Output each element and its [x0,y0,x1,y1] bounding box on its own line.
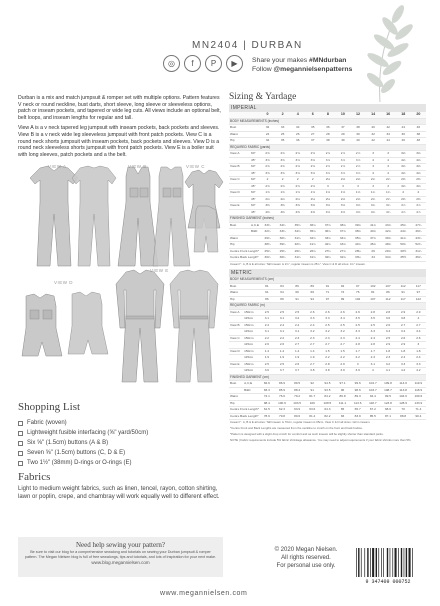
pattern-code-title: MN2404 | DURBAN [192,40,303,51]
shopping-list-item [18,418,223,428]
drop-crotch-note: *Pattern is designed with a slight drop crotch for comfort and as such inseam will be slightly shorter than standard pants. [230,431,384,436]
facebook-icon[interactable]: f [184,55,201,72]
youtube-icon[interactable]: ▶ [226,55,243,72]
technical-drawings-top [18,162,223,270]
view-a-back-drawing [72,166,116,266]
shopping-item-text: Seven ⅝" (1.5cm) buttons (C, D & E) [27,450,126,456]
shopping-list-item [18,428,223,438]
help-title: Need help sewing your pattern? [75,541,166,549]
metric-inseam-note: Inseam* : A, B & E all sizes: Tall Inseam is 70cm, regular inseam is 65cm. View C & D all sizes: 12cm inseam. [230,420,371,425]
checkbox-icon [18,441,23,446]
rights-line: All rights reserved. [281,555,331,561]
technical-drawings-bottom [18,266,223,386]
pattern-description [18,95,223,162]
copyright-block [262,546,350,570]
shopping-list-heading: Shopping List [18,401,81,413]
metric-header: METRIC [229,269,426,277]
checkbox-icon [18,431,23,436]
share-text [252,56,352,74]
personal-use-line: For personal use only. [276,563,336,569]
follow-prefix: Follow [252,66,274,73]
view-e-label: VIEW E [150,268,169,273]
view-e-front-drawing [116,270,164,382]
required-fabric-metric: REQUIRED FABRIC (m) [229,303,426,310]
blog-link[interactable]: www.blog.megannielsen.com [91,560,150,566]
view-c-back-drawing [194,206,218,252]
body-measurements-imperial: BODY MEASUREMENTS (inches) [229,118,426,125]
view-b-back-drawing [153,167,190,266]
view-b-label: VIEW B [128,164,147,169]
checkbox-icon [18,461,23,466]
shrinkage-note: NOTE | Fabric requirements include 5% fabric shrinkage allowance. You may need to adjust requirements if your fabric shrinks more than 5%. [230,437,412,442]
metric-table: BODY MEASUREMENTS (cm) Bust 81 84 86 89 91 94 97 102 107 112 117 Waist 61 64 66 69 71 74 76 81 86 91 97 Hip 86 89 91 94 97 99 102 107 112 117 122 REQUIRED FABRIC (m) View A 150cm 2.5 2.5 2.5 2.6 2.6 2.6 2.6 2.8 2.8 2.9 2.9 115cm 3.1 3.1 3.2 3.3 3.3 3.4 3.5 3.5 3.6 3.8 4 View B 150cm 2.4 2.4 2.4 2.4 2.5 2.5 2.5 2.5 2.6 2.7 2.7 115cm 3.1 3.1 3.1 3.2 3.2 3.2 3.3 3.3 3.3 3.4 3.4 View C 150cm 2.2 2.2 2.3 2.3 2.3 2.3 2.4 2.4 2.5 2.6 2.6 115cm 2.6 2.6 2.7 2.7 2.7 2.7 2.8 2.8 2.9 2.9 3 View D 150cm 1.4 1.4 1.4 1.4 1.5 1.5 1.7 1.7 1.8 1.8 1.8 115cm 1.9 1.9 1.9 1.9 2.2 2.2 2.2 2.3 2.3 2.4 2.4 View E 150cm 2.5 2.5 2.6 2.7 2.8 2.9 3 3.1 3.2 3.3 3.3 115cm 3.6 3.7 3.7 3.8 3.8 3.9 3.9 4 4.1 4.2 4.2 FINISHED GARMENT (cm) Bust A,C,E 84.6 86.9 89.5 92 94.5 97.1 99.6 104.7 109.8 114.9 119.9 B&D 83.3 85.9 88.4 91 93.5 96 98.6 103.7 108.7 113.8 118.9 Waist 74.1 76.6 79.2 81.7 84.2 86.8 89.3 94.4 99.5 104.6 109.6 Hip 98.4 100.9 103.5 106 108.5 111.1 113.6 118.7 123.8 128.9 133.9 Centre Front Length* 61.5 62.3 63.9 63.6 64.3 65 65.7 67.2 68.6 70 71.4 Centre Back Length* 78.9 79.8 80.6 81.4 82.2 83 83.9 85.5 87.1 88.8 90.4 [229,277,426,420]
body-measurements-metric: BODY MEASUREMENTS (cm) [229,277,426,283]
checkbox-icon [18,451,23,456]
instagram-icon[interactable]: ◎ [163,55,180,72]
checkbox-icon [18,421,23,426]
website-url[interactable]: www.megannielsen.com [160,590,248,597]
imperial-header: IMPERIAL [229,104,426,112]
length-note: *Centre Front and Back Lengths are measured from the neckline to crotch on the front and back bodice. [230,426,363,431]
share-line: Share your makes [252,57,310,64]
description-paragraph-2: View A is a v neck tapered leg jumpsuit with inseam pockets, back pockets and sleeves. View B is a v neck wide leg sleeveless jumpsuit with front patch pockets. View C is a round neck shorts jumpsuit with inseam pockets, back pockets and sleeves. View D is a round neck sleeveless shorts jumpsuit with front patch pockets. View E is a boiler suit with long sleeves, patch pockets and a the belt. [18,125,220,158]
leaf-illustration [320,2,425,107]
shopping-list-item [18,438,223,448]
help-text: Be sure to visit our blog for a comprehensive sewalong and tutorials on sewing your Durban jumpsuit & romper pattern. The Megan Nielsen blog is full of free sewalongs, tips and tutorials, and lots of inspiration for your next make. [24,550,217,559]
hashtag: #MNdurban [309,57,347,64]
shopping-list [18,418,223,468]
sizing-tables [229,104,426,443]
barcode [352,545,424,585]
pinterest-icon[interactable]: P [205,55,222,72]
shopping-list-item [18,458,223,468]
view-d-label: VIEW D [54,280,74,285]
finished-garment-imperial: FINISHED GARMENT (inches) [229,216,426,223]
shopping-item-text: Fabric (woven) [27,420,67,426]
shopping-item-text: Two 1½" (38mm) D-rings or O-rings (E) [27,460,132,466]
description-paragraph-1: Durban is a mix and match jumpsuit & romper set with multiple options. Pattern features V neck or round neckline, bust darts, short sleeve, long sleeve or sleeveless options, patch or inseam pockets, and tapered or wide leg cuts. All views include an optional belt, belt loops, and inseam lengths for regular and tall. [18,95,222,121]
shopping-item-text: Six ⅝" (1.5cm) buttons (A & B) [27,440,109,446]
view-b-front-drawing [118,167,158,266]
view-d-back-drawing [68,292,108,354]
help-box [18,537,223,577]
social-icons [163,55,243,72]
view-a-front-drawing [30,166,78,266]
barcode-number: 9 347409 000752 [365,579,411,585]
size-header-row: 0 2 4 6 8 10 12 14 16 18 20 [229,112,426,118]
required-fabric-imperial: REQUIRED FABRIC (yards) [229,144,426,151]
fabrics-text: Light to medium weight fabrics, such as linen, tencel, rayon, cotton shirting, lawn or poplin, crepe, and chambray will work equally well to different effect. [18,486,220,500]
imperial-table: 0 2 4 6 8 10 12 14 16 18 20 BODY MEASUREMENTS (inches) Bust 32 33 34 35 36 37 38 40 42 44 46 Waist 24 25 26 27 28 29 30 32 34 36 38 Hip 34 35 36 37 38 39 40 42 44 46 48 REQUIRED FABRIC (yards) View A 60" 2⅝ 2⅝ 2⅝ 2⅝ 2⅞ 2⅞ 2⅞ 3 3 3⅛ 3⅛ 45" 3⅝ 3⅝ 3⅝ 3⅝ 3⅞ 3⅞ 3⅞ 4 4 4⅛ 4⅛ View B 60" 2⅝ 2⅝ 2⅝ 2⅝ 2⅞ 2⅞ 2⅞ 3 3 3⅛ 3⅛ 45" 3⅝ 3⅝ 3⅝ 3⅝ 3⅞ 3⅞ 3⅞ 4 4 4⅛ 4⅛ View C 60" 2 2 2 2 2⅛ 2⅛ 2⅛ 2¼ 2¼ 2⅜ 2⅜ 45" 2⅝ 2⅝ 2⅝ 2⅝ 3 3 3 3 3 3⅛ 3⅛ View D 60" 1⅝ 1⅝ 1⅝ 1⅝ 1⅝ 1⅝ 1⅝ 1¾ 1¾ 2 2 45" 2⅛ 2⅛ 2⅛ 2⅛ 2⅛ 2⅛ 2⅛ 2¼ 2¼ 2⅜ 2⅜ View E 60" 3⅜ 3⅜ 3⅜ 3⅜ 3⅝ 3⅝ 3⅝ 3¾ 3¾ 3⅞ 3⅞ 45" 4⅜ 4⅜ 4⅜ 4⅜ 4⅝ 4⅝ 4⅝ 4¾ 4¾ 4⅞ 4⅞ FINISHED GARMENT (inches) Bust A,C,E 33¾ 34¾ 35¾ 36¾ 37¾ 38¾ 39¾ 41¾ 43¾ 45¾ 47¾ B&D 32¾ 33¾ 34¾ 35¾ 36¾ 37¾ 38¾ 40¾ 42¾ 44¾ 46¾ Waist 29¾ 30¾ 31¾ 32¾ 33¾ 34¾ 35¾ 37¾ 39¾ 41¾ 43¾ Hip 38¾ 39¾ 40¾ 41¾ 42¾ 43¾ 44¾ 46¾ 48¾ 50¾ 52¾ Centre Front Length* 25¼ 25¾ 26¼ 26¾ 27¼ 27¾ 28¼ 29 29¾ 30½ 31¼ Centre Back Length* 30¼ 30¾ 31¼ 31¾ 32¼ 32¾ 33¼ 34 34¾ 35½ 36¼ [229,112,426,262]
social-handle[interactable]: @megannielsenpatterns [273,66,353,73]
shopping-item-text: Lightweight fusible interfacing (⅝" yard/50cm) [27,430,149,436]
copyright-line: © 2020 Megan Nielsen. [274,547,338,553]
view-c-label: VIEW C [186,164,206,169]
view-a-label: VIEW A [48,164,67,169]
fabrics-heading: Fabrics [18,471,51,483]
sizing-heading: Sizing & Yardage [229,92,297,102]
shopping-list-item [18,448,223,458]
view-d-front-drawing [22,294,62,356]
finished-garment-metric: FINISHED GARMENT (cm) [229,374,426,381]
view-e-back-drawing [170,270,218,382]
imperial-inseam-note: Inseam* : A, B & E all sizes: Tall Inseam is 2¾", regular inseam is 25¾". View C & D all sizes: 4¾" inseam. [230,261,366,266]
